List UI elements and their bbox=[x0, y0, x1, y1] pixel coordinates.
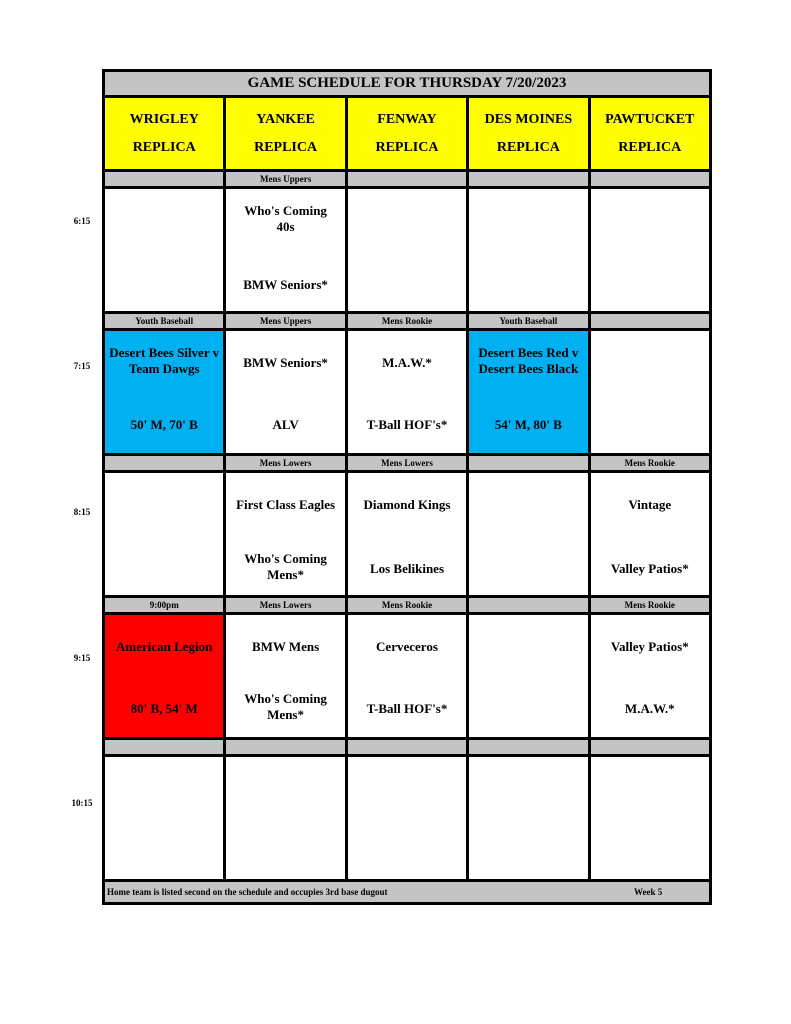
division-label: Youth Baseball bbox=[104, 313, 225, 330]
division-label: Mens Rookie bbox=[346, 313, 467, 330]
game-cell: Diamond Kings Los Belikines bbox=[346, 472, 467, 597]
game-cell bbox=[468, 614, 589, 739]
game-cell: BMW Seniors* ALV bbox=[225, 330, 346, 455]
division-label bbox=[104, 455, 225, 472]
division-label: Mens Rookie bbox=[346, 597, 467, 614]
venue-header: WRIGLEY REPLICA bbox=[104, 97, 225, 171]
division-label: Mens Uppers bbox=[225, 313, 346, 330]
schedule-footer bbox=[104, 881, 711, 904]
game-cell bbox=[346, 188, 467, 313]
time-label: 6:15 bbox=[73, 216, 91, 226]
division-label: 9:00pm bbox=[104, 597, 225, 614]
division-label: Mens Rookie bbox=[589, 455, 710, 472]
game-cell: First Class Eagles Who's Coming Mens* bbox=[225, 472, 346, 597]
game-cell: BMW Mens Who's Coming Mens* bbox=[225, 614, 346, 739]
division-label bbox=[468, 597, 589, 614]
division-label bbox=[104, 739, 225, 756]
game-cell bbox=[468, 188, 589, 313]
time-label: 8:15 bbox=[73, 507, 91, 517]
week-label: Week 5 bbox=[634, 887, 663, 897]
division-label bbox=[468, 171, 589, 188]
game-cell: Vintage Valley Patios* bbox=[589, 472, 710, 597]
division-label bbox=[589, 313, 710, 330]
game-cell bbox=[468, 472, 589, 597]
game-cell: Cerveceros T-Ball HOF's* bbox=[346, 614, 467, 739]
schedule-title: GAME SCHEDULE FOR THURSDAY 7/20/2023 bbox=[104, 71, 711, 97]
time-label: 10:15 bbox=[71, 798, 93, 808]
game-cell: Who's Coming 40s BMW Seniors* bbox=[225, 188, 346, 313]
game-cell bbox=[104, 756, 225, 881]
division-label: Youth Baseball bbox=[468, 313, 589, 330]
venue-header: FENWAY REPLICA bbox=[346, 97, 467, 171]
venue-header: PAWTUCKET REPLICA bbox=[589, 97, 710, 171]
game-cell: M.A.W.* T-Ball HOF's* bbox=[346, 330, 467, 455]
venue-header: YANKEE REPLICA bbox=[225, 97, 346, 171]
division-label bbox=[468, 455, 589, 472]
game-cell: Desert Bees Silver v Team Dawgs 50' M, 70' B bbox=[104, 330, 225, 455]
division-label: Mens Lowers bbox=[225, 455, 346, 472]
time-label: 7:15 bbox=[73, 361, 91, 371]
division-label bbox=[346, 171, 467, 188]
division-label: Mens Lowers bbox=[346, 455, 467, 472]
game-cell: Desert Bees Red v Desert Bees Black 54' M, 80' B bbox=[468, 330, 589, 455]
venue-header: DES MOINES REPLICA bbox=[468, 97, 589, 171]
division-label bbox=[104, 171, 225, 188]
division-label bbox=[346, 739, 467, 756]
division-label: Mens Uppers bbox=[225, 171, 346, 188]
footer-note: Home team is listed second on the schedule and occupies 3rd base dugout bbox=[107, 887, 388, 897]
schedule-table bbox=[102, 69, 712, 905]
game-cell bbox=[346, 756, 467, 881]
time-label: 9:15 bbox=[73, 653, 91, 663]
game-cell bbox=[589, 188, 710, 313]
division-label bbox=[589, 171, 710, 188]
division-label bbox=[589, 739, 710, 756]
game-cell: Valley Patios* M.A.W.* bbox=[589, 614, 710, 739]
division-label bbox=[468, 739, 589, 756]
game-cell bbox=[589, 756, 710, 881]
game-cell bbox=[468, 756, 589, 881]
game-cell bbox=[104, 472, 225, 597]
division-label bbox=[225, 739, 346, 756]
division-label: Mens Rookie bbox=[589, 597, 710, 614]
game-cell bbox=[225, 756, 346, 881]
game-cell bbox=[589, 330, 710, 455]
game-cell: American Legion 80' B, 54' M bbox=[104, 614, 225, 739]
division-label: Mens Lowers bbox=[225, 597, 346, 614]
game-cell bbox=[104, 188, 225, 313]
